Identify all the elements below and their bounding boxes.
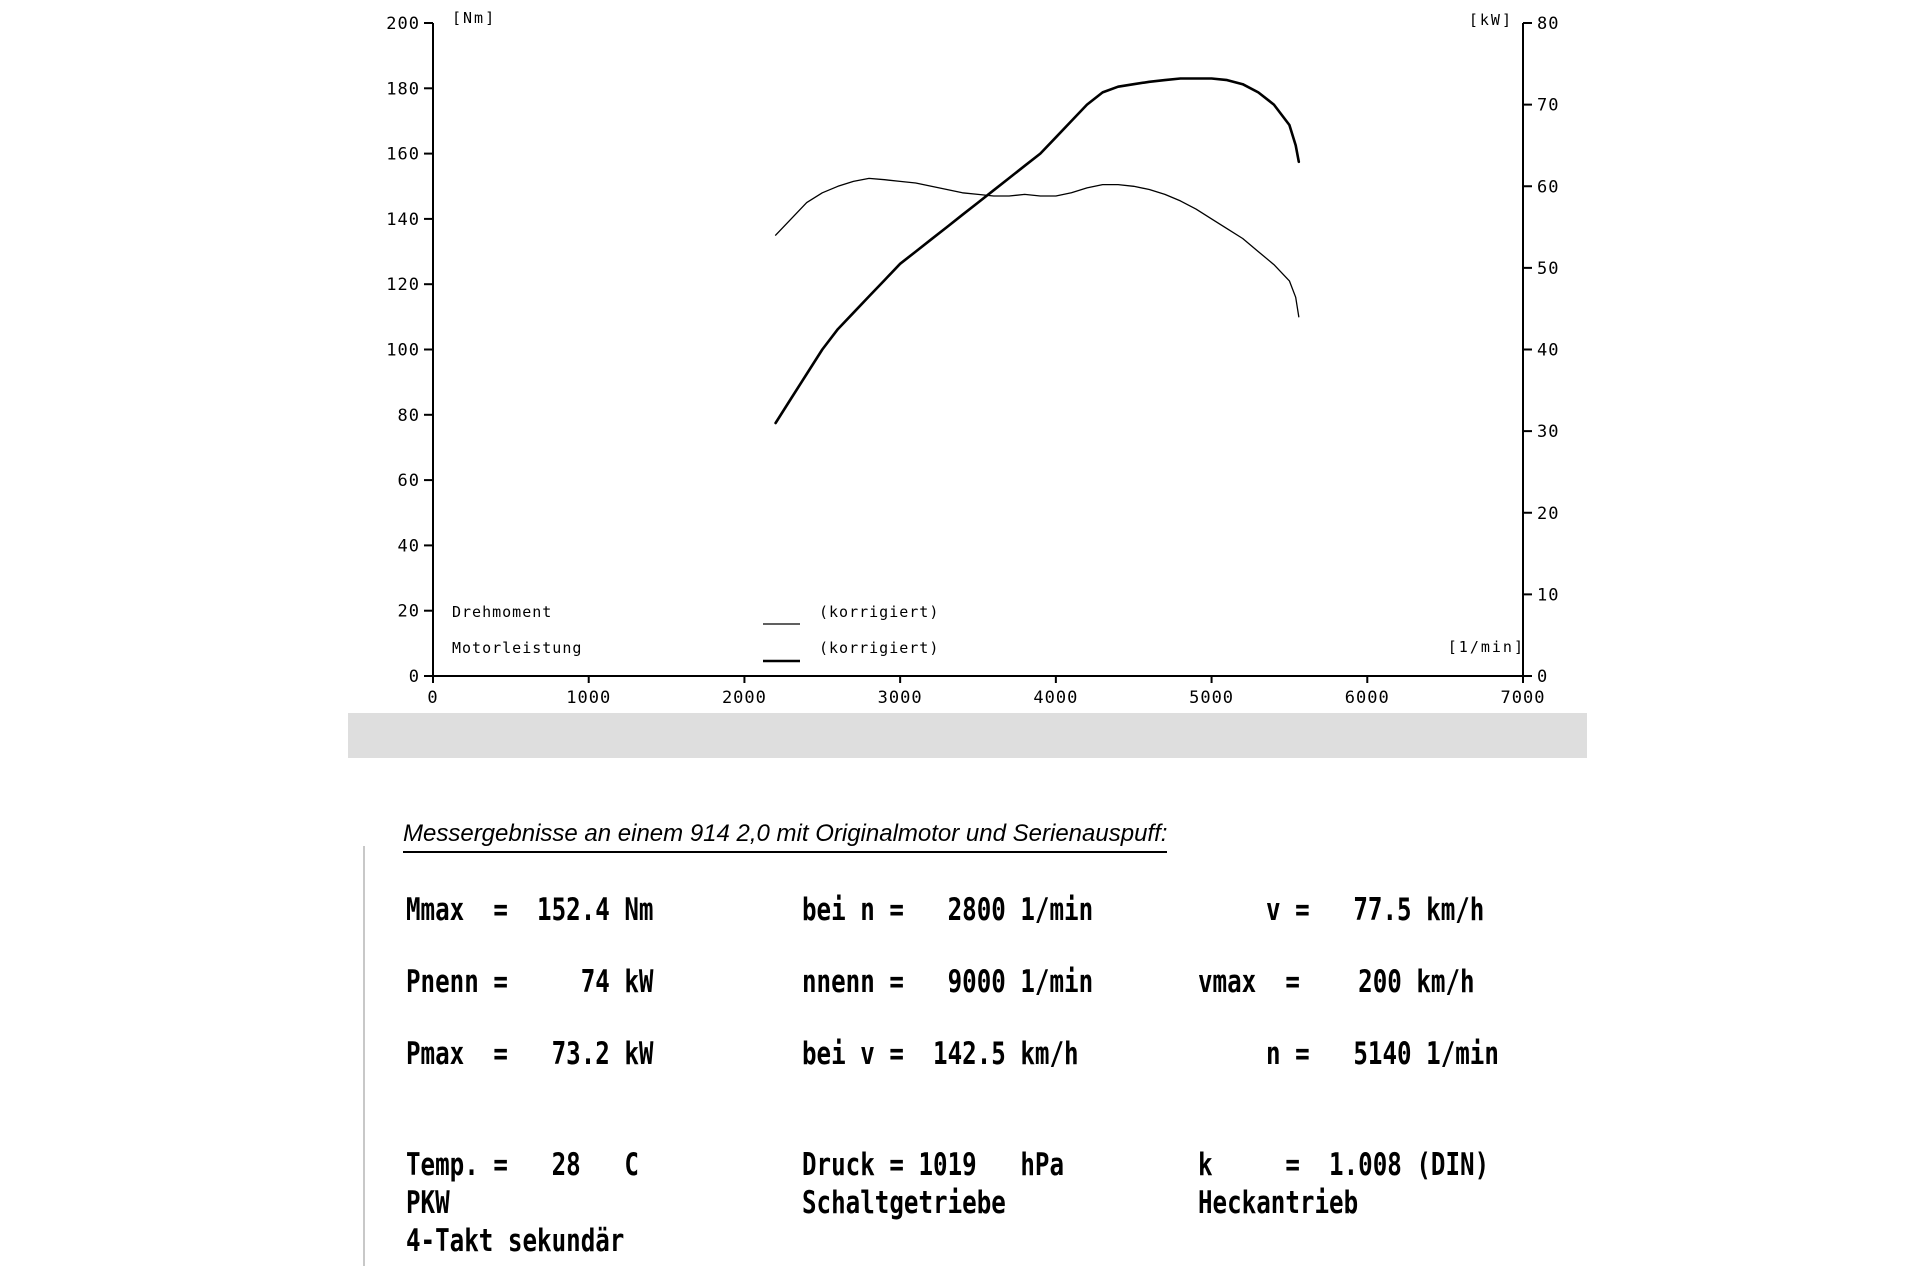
y-left-tick-label: 40: [397, 536, 420, 557]
legend-note-torque: (korrigiert): [819, 603, 940, 621]
result-nnenn: nnenn = 9000 1/min: [802, 964, 1094, 1000]
y-right-tick-label: 0: [1537, 667, 1549, 687]
legend-label-torque: Drehmoment: [452, 603, 553, 621]
y-right-tick-label: 50: [1537, 258, 1560, 279]
results-left-rule: [363, 846, 365, 1266]
y-right-tick-label: 30: [1537, 422, 1560, 443]
result-pmax-speed: bei v = 142.5 km/h: [802, 1036, 1079, 1072]
result-temperature: Temp. = 28 C: [406, 1147, 639, 1183]
y-right-tick-label: 70: [1537, 95, 1560, 116]
chart-series: [776, 79, 1299, 424]
result-pmax: Pmax = 73.2 kW: [406, 1036, 654, 1072]
result-mmax: Mmax = 152.4 Nm: [406, 892, 654, 928]
result-pnenn: Pnenn = 74 kW: [406, 964, 654, 1000]
y-left-tick-label: 100: [386, 340, 420, 361]
separator-band: [348, 713, 1587, 758]
y-left-tick-label: 60: [397, 471, 420, 492]
legend-label-power: Motorleistung: [452, 639, 583, 657]
x-tick-label: 0: [427, 688, 439, 708]
results-heading: Messergebnisse an einem 914 2,0 mit Originalmotor und Serienauspuff:: [403, 820, 1167, 853]
x-tick-label: 7000: [1500, 688, 1546, 708]
power-curve: [776, 79, 1299, 424]
x-tick-label: 2000: [721, 688, 767, 708]
result-gearbox: Schaltgetriebe: [802, 1185, 1006, 1221]
result-engine-type: 4-Takt sekundär: [406, 1223, 625, 1259]
y-right-unit-label: [kW]: [1468, 11, 1513, 29]
result-mmax-rpm: bei n = 2800 1/min: [802, 892, 1094, 928]
x-tick-label: 1000: [566, 688, 612, 708]
y-left-tick-label: 160: [386, 144, 420, 165]
y-right-tick-label: 80: [1537, 14, 1560, 34]
y-right-tick-label: 10: [1537, 585, 1560, 606]
legend-note-power: (korrigiert): [819, 639, 940, 657]
y-left-tick-label: 120: [386, 275, 420, 296]
result-vehicle-type: PKW: [406, 1185, 450, 1221]
y-right-tick-label: 20: [1537, 503, 1560, 524]
y-left-tick-label: 140: [386, 209, 420, 230]
torque-curve: [776, 178, 1299, 316]
chart-ticks: [386, 14, 1559, 708]
result-correction-factor: k = 1.008 (DIN): [1198, 1147, 1490, 1183]
result-vmax: vmax = 200 km/h: [1198, 964, 1475, 1000]
y-left-tick-label: 200: [386, 14, 420, 34]
y-left-tick-label: 180: [386, 79, 420, 100]
result-pressure: Druck = 1019 hPa: [802, 1147, 1065, 1183]
x-tick-label: 4000: [1033, 688, 1079, 708]
x-tick-label: 5000: [1189, 688, 1235, 708]
y-left-tick-label: 0: [408, 667, 420, 687]
y-right-tick-label: 40: [1537, 340, 1560, 361]
result-pmax-rpm: n = 5140 1/min: [1266, 1036, 1499, 1072]
chart-legend: [452, 603, 939, 661]
result-drive: Heckantrieb: [1198, 1185, 1359, 1221]
y-left-tick-label: 80: [397, 405, 420, 426]
y-left-tick-label: 20: [397, 601, 420, 622]
result-mmax-speed: v = 77.5 km/h: [1266, 892, 1485, 928]
x-unit-label: [1/min]: [1447, 638, 1525, 656]
chart-axes: [425, 23, 1523, 676]
x-tick-label: 6000: [1344, 688, 1390, 708]
y-left-unit-label: [Nm]: [452, 9, 497, 27]
x-tick-label: 3000: [877, 688, 923, 708]
y-right-tick-label: 60: [1537, 177, 1560, 198]
